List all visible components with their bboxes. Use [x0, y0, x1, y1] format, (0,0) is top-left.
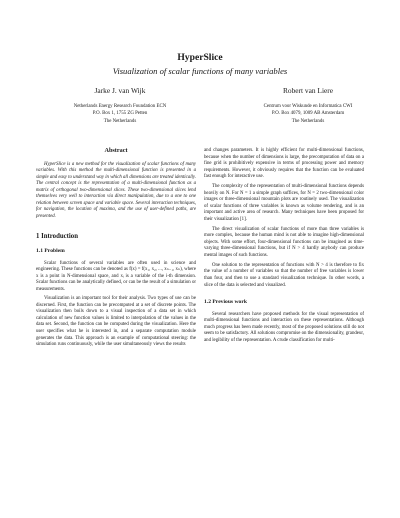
author-affiliation: Netherlands Energy Research Foundation ECN: [73, 104, 167, 109]
author-name: Robert van Liere: [282, 86, 334, 95]
section-heading-introduction: 1 Introduction: [36, 233, 78, 241]
body-paragraph: and changes parameters. It is highly efficient for multi-dimensional functions, because when the number of dimensions is large, the precomputation of data on a fine grid is prohibitively expensive in terms of processing power and memory requirements. However, it obviously requires that the function can be evaluated fast enough for interactive use.: [204, 148, 364, 180]
abstract-heading: Abstract: [104, 147, 128, 154]
body-paragraph: Several researchers have proposed methods for the visual representation of multi-dimensional functions and interaction on these representations. Although much progress has been made recently, most of the proposed solutions still do not seem to be satisfactory. All solutions compromise on the dimensionality, grandeur, and legibility of the representation. A crude classification for multi-: [204, 311, 364, 343]
author-name: Jarke J. van Wijk: [94, 86, 146, 95]
paper-title: HyperSlice: [177, 52, 223, 63]
body-paragraph: Scalar functions of several variables are often used in science and engineering. These functions can be denoted as f(x) = f(x₁, x₂, ..., xₙ₋₁, xₙ), where x is a point in N-dimensional space, and xᵢ is a variable of the i-th dimension. Scalar functions can be analytically defined, or can be the result of a simulation or measurements.: [36, 260, 196, 292]
left-column: [36, 148, 196, 352]
right-column: [204, 148, 364, 348]
author-block-2: [218, 86, 398, 125]
author-affiliation: Centrum voor Wiskunde en Informatica CWI: [263, 104, 353, 109]
paper-subtitle: Visualization of scalar functions of many variables: [112, 66, 288, 76]
body-paragraph: The complexity of the representation of multi-dimensional functions depends heavily on N. For N = 1 a simple graph suffices, for N = 2 two-dimensional color images or three-dimensional mountain plots are routinely used. The visualization of scalar functions of three variables is known as volume rendering, and is an important and active area of research. Many techniques have been proposed for their visualization [1].: [204, 184, 364, 222]
author-address: P.O. Box 1, 1755 ZG Petten: [92, 111, 148, 117]
abstract-paragraph: HyperSlice is a new method for the visualization of scalar functions of many variables. With this method the multi-dimensional function is presented in a simple and easy to understand way in which all dimensions are treated identically. The central concept is the representation of a multi-dimensional function as a matrix of orthogonal two-dimensional slices. These two-dimensional slices lend themselves very well to interaction via direct manipulation, due to a one to one relation between screen space and variable space. Several interaction techniques, for navigation, the location of maxima, and the use of user-defined paths, are presented.: [36, 161, 196, 219]
author-block-1: [30, 86, 210, 125]
author-country: The Netherlands: [103, 118, 137, 124]
author-country: The Netherlands: [291, 118, 325, 124]
body-paragraph: Visualization is an important tool for their analysis. Two types of use can be discerned. First, the function can be precomputed at a set of discrete points. The visualization then boils down to a visual inspection of a data set in which calculation of new function values is limited to interpolation of the values in the data set. Second, the function can be computed during the visualization. Here the user specifies what he is interested in, and a separate computation module generates the data. This approach is an example of computational steering: the simulation runs continuously, while the user simultaneously views the results: [36, 296, 196, 348]
body-paragraph: One solution to the representation of functions with N > 4 is therefore to fix the value of a number of variables so that the number of free variables is lower than four, and then to use a standard visualization technique. In other words, a slice of the data is selected and visualized.: [204, 262, 364, 288]
body-paragraph: The direct visualization of scalar functions of more than three variables is more complex, because the human mind is not able to imagine high-dimensional objects. With some effort, four-dimensional functions can be imagined as time-varying three-dimensional functions, but if N > 4 hardly anybody can produce mental images of such functions.: [204, 226, 364, 258]
abstract: [36, 162, 196, 221]
author-address: P.O. Box 4079, 1009 AB Amsterdam: [271, 111, 345, 117]
subsection-heading-previous-work: 1.2 Previous work: [204, 299, 247, 306]
subsection-heading-problem: 1.1 Problem: [36, 248, 65, 255]
